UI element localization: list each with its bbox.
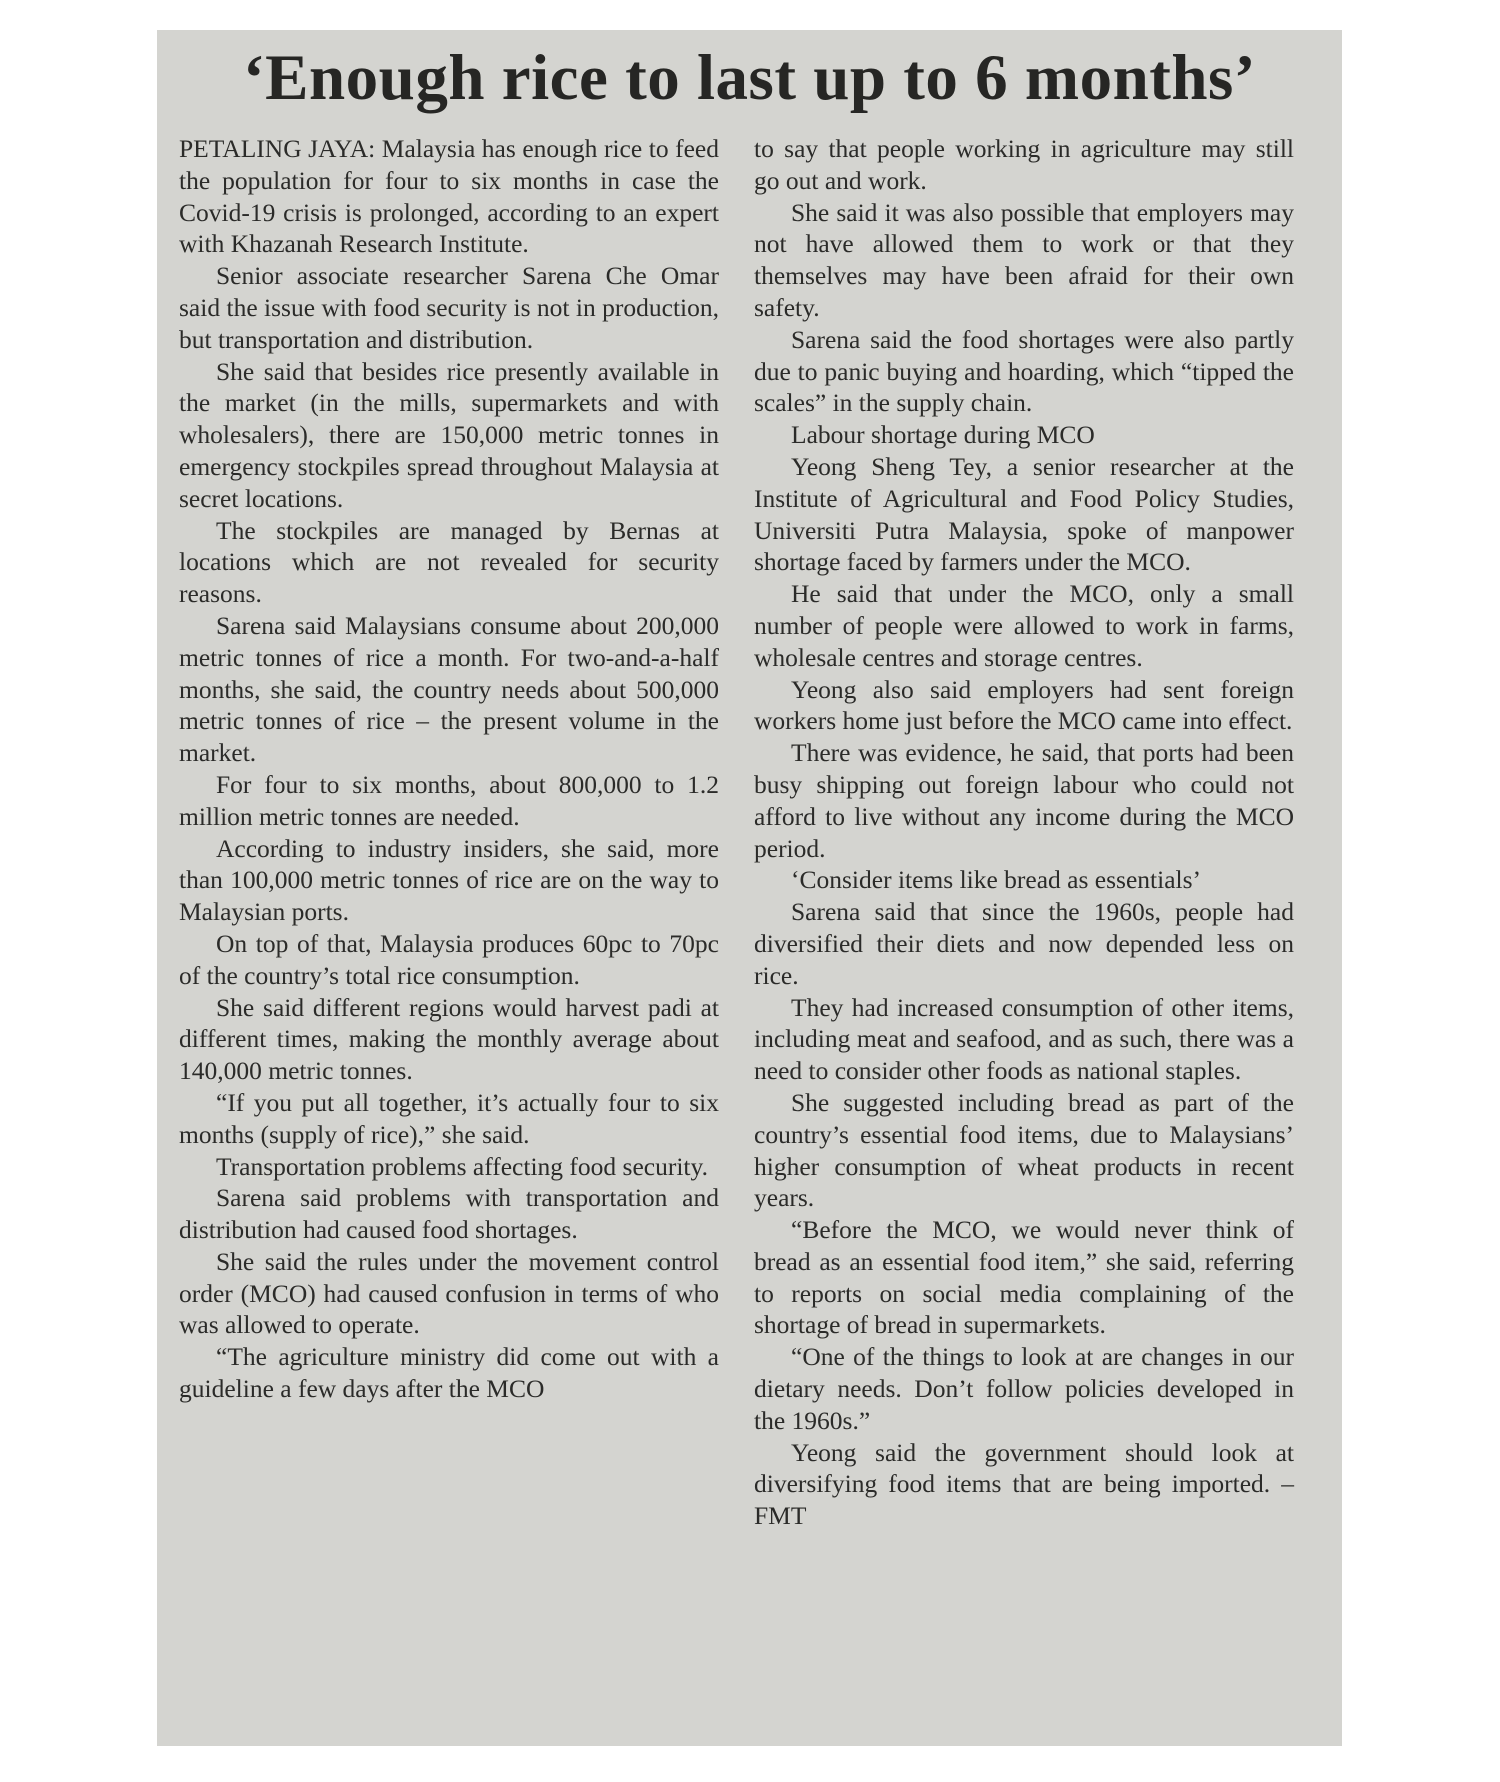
subheading: ‘Consider items like bread as essentials’: [791, 865, 1202, 895]
paragraph: She suggested including bread as part of the country’s essential food items, due to Malaysians’ higher consumption of wheat products in recent years.: [754, 1087, 1294, 1213]
paragraph: Sarena said Malaysians consume about 200,000 metric tonnes of rice a month. For two-and-a-half months, she said, the country needs about 500,000 metric tonnes of rice – the present volume in the market.: [179, 610, 719, 768]
paragraph: Yeong Sheng Tey, a senior researcher at the Institute of Agricultural and Food Policy Studies, Universiti Putra Malaysia, spoke of manpower shortage faced by farmers under the MCO.: [754, 451, 1294, 577]
paragraph: Yeong said the government should look at diversifying food items that are being imported. – FMT: [754, 1437, 1294, 1531]
paragraph: On top of that, Malaysia produces 60pc to 70pc of the country’s total rice consumption.: [179, 928, 719, 990]
article-column-right: [754, 133, 1294, 1532]
paragraph: Sarena said problems with transportation and distribution had caused food shortages.: [179, 1183, 719, 1245]
paragraph: Sarena said the food shortages were also partly due to panic buying and hoarding, which “tipped the scales” in the supply chain.: [754, 324, 1294, 418]
subheading: Labour shortage during MCO: [791, 420, 1095, 450]
paragraph: She said it was also possible that employers may not have allowed them to work or that they themselves may have been afraid for their own safety.: [754, 197, 1294, 322]
paragraph: For four to six months, about 800,000 to 1.2 million metric tonnes are needed.: [179, 769, 719, 831]
paragraph: “The agriculture ministry did come out with a guideline a few days after the MCO: [179, 1342, 719, 1404]
paragraph: “Before the MCO, we would never think of bread as an essential food item,” she said, referring to reports on social media complaining of the shortage of bread in supermarkets.: [754, 1215, 1294, 1340]
paragraph: Sarena said that since the 1960s, people had diversified their diets and now depended less on rice.: [754, 897, 1294, 990]
newspaper-clipping: [157, 30, 1342, 1746]
paragraph: He said that under the MCO, only a small number of people were allowed to work in farms, wholesale centres and storage centres.: [754, 579, 1294, 672]
subheading: Transportation problems affecting food security.: [216, 1151, 708, 1181]
paragraph: Yeong also said employers had sent foreign workers home just before the MCO came into effect.: [754, 674, 1294, 736]
paragraph: Senior associate researcher Sarena Che Omar said the issue with food security is not in production, but transportation and distribution.: [179, 261, 719, 354]
paragraph: There was evidence, he said, that ports had been busy shipping out foreign labour who could not afford to live without any income during the MCO period.: [754, 738, 1294, 863]
paragraph: The stockpiles are managed by Bernas at locations which are not revealed for security reasons.: [179, 515, 719, 609]
paragraph: She said different regions would harvest padi at different times, making the monthly average about 140,000 metric tonnes.: [179, 992, 719, 1086]
headline: ‘Enough rice to last up to 6 months’: [243, 42, 1256, 114]
paragraph: “One of the things to look at are changes in our dietary needs. Don’t follow policies developed in the 1960s.”: [754, 1342, 1294, 1435]
paragraph: to say that people working in agriculture may still go out and work.: [754, 134, 1294, 195]
paragraph: PETALING JAYA: Malaysia has enough rice to feed the population for four to six months in case the Covid-19 crisis is prolonged, according to an expert with Khazanah Research Institute.: [179, 134, 719, 259]
paragraph: “If you put all together, it’s actually four to six months (supply of rice),” she said.: [179, 1087, 719, 1149]
paragraph: According to industry insiders, she said, more than 100,000 metric tonnes of rice are on the way to Malaysian ports.: [179, 833, 719, 927]
paragraph: She said that besides rice presently available in the market (in the mills, supermarkets and with wholesalers), there are 150,000 metric tonnes in emergency stockpiles spread throughout Malaysia at secret locations.: [179, 356, 719, 513]
article-column-left: [179, 133, 719, 1405]
paragraph: They had increased consumption of other items, including meat and seafood, and as such, there was a need to consider other foods as national staples.: [754, 992, 1294, 1086]
paragraph: She said the rules under the movement control order (MCO) had caused confusion in terms of who was allowed to operate.: [179, 1246, 719, 1340]
